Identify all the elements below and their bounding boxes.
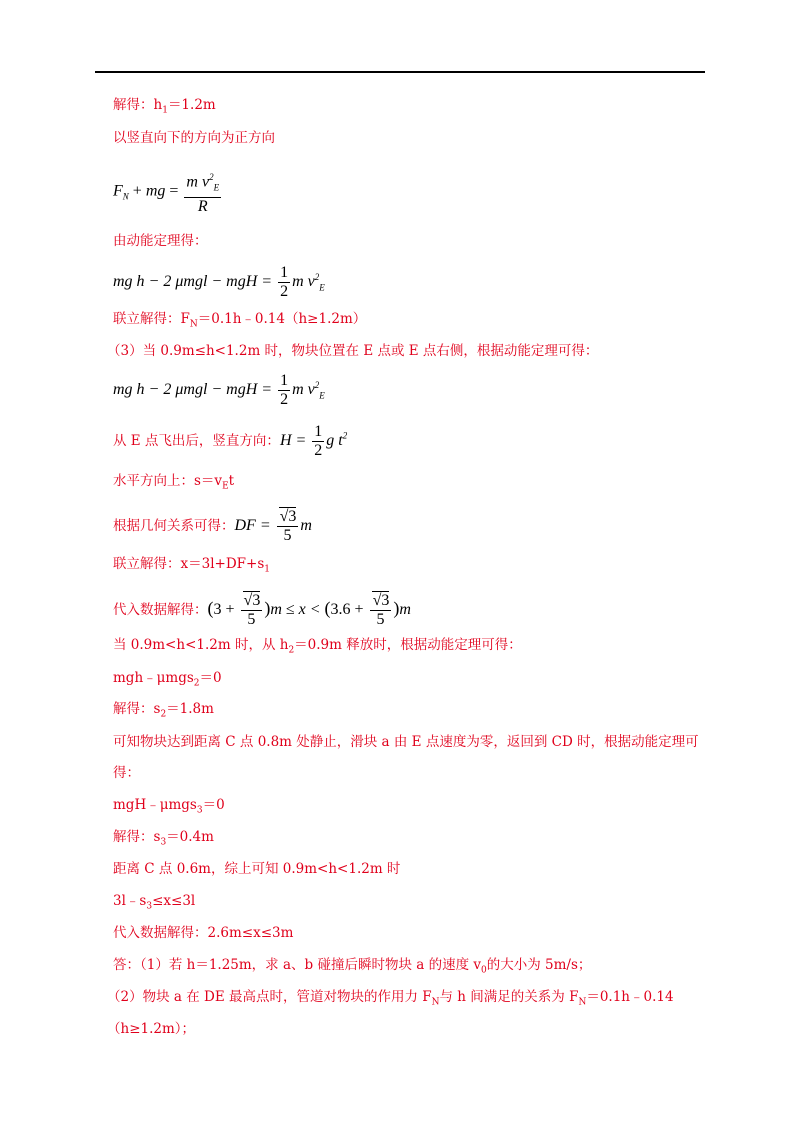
text-line-16: mgH﹣μmgs$_3$＝0 xyxy=(113,797,225,816)
answer-line-3: （h≥1.2m）； xyxy=(107,1021,196,1037)
text-line-17: 解得：$s_3=0.4m$ xyxy=(113,829,214,848)
text-line-1: 解得：$h_1=1.2m$ xyxy=(113,97,216,116)
text-line-18: 距离 C 点 0.6m，综上可知 0.9m<h<1.2m 时 xyxy=(113,861,401,877)
text-line-20: 代入数据解得：2.6m≤x≤3m xyxy=(113,925,294,941)
equation-energy-1: mg h − 2 μmgl − mgH = $\frac{1}{2}$ m $v^2_E$ xyxy=(113,264,325,300)
text-line-7: 水平方向上：$s=v_Et$ xyxy=(113,473,235,492)
text-line-12: mgh﹣μmgs$_2$＝0 xyxy=(113,670,222,689)
text-line-15: 得： xyxy=(113,765,140,781)
text-line-10: 代入数据解得：(3 + $\frac{√3}{5}$ )m ≤ x < (3.6 + $\frac{√3}{5}$ )m xyxy=(113,592,411,628)
equation-energy-2: mg h − 2 μmgl − mgH = $\frac{1}{2}$ m $v^2_E$ xyxy=(113,372,325,408)
text-line-4: 联立解得：$F_N=0.1h﹣0.14(h\ge 1.2m)$ xyxy=(113,311,367,330)
text-line-14: 可知物块达到距离 C 点 0.8m 处静止，滑块 a 由 E 点速度为零，返回到 CD 时，根据动能定理可 xyxy=(113,734,699,750)
equation-newton: $F_N$ + mg = $\frac{m v^2_E}{R}$ xyxy=(113,168,223,216)
text-line-9: 联立解得：$x=3l+DF+s_1$ xyxy=(113,556,270,575)
header-rule xyxy=(95,71,705,73)
text-line-5: （3）当 0.9m≤h<1.2m 时，物块位置在 E 点或 E 点右侧，根据动能定理可得： xyxy=(107,343,599,359)
text-line-19: $3l﹣s_3\le x\le 3l$ xyxy=(113,893,196,912)
text-line-11: 当 0.9m<h<1.2m 时，从 $h_2=0.9m$ 释放时，根据动能定理可得： xyxy=(113,637,522,656)
answer-line-2: （2）物块 a 在 DE 最高点时，管道对物块的作用力 $F_N$与 h 间满足的关系为 $F_N=0.1h﹣0.14$ xyxy=(107,989,674,1008)
text-line-3: 由动能定理得： xyxy=(113,233,208,249)
text-line-8: 根据几何关系可得：DF = $\frac{√3}{5}$ m xyxy=(113,508,312,544)
text-line-2: 以竖直向下的方向为正方向 xyxy=(113,130,275,146)
answer-line-1: 答：（1）若 h＝1.25m，求 a、b 碰撞后瞬时物块 a 的速度 $v_0$的大小为 5m/s； xyxy=(113,957,592,976)
text-line-13: 解得：$s_2=1.8m$ xyxy=(113,701,214,720)
text-line-6: 从 E 点飞出后，竖直方向：H = $\frac{1}{2}$ g $t^2$ xyxy=(113,423,348,459)
